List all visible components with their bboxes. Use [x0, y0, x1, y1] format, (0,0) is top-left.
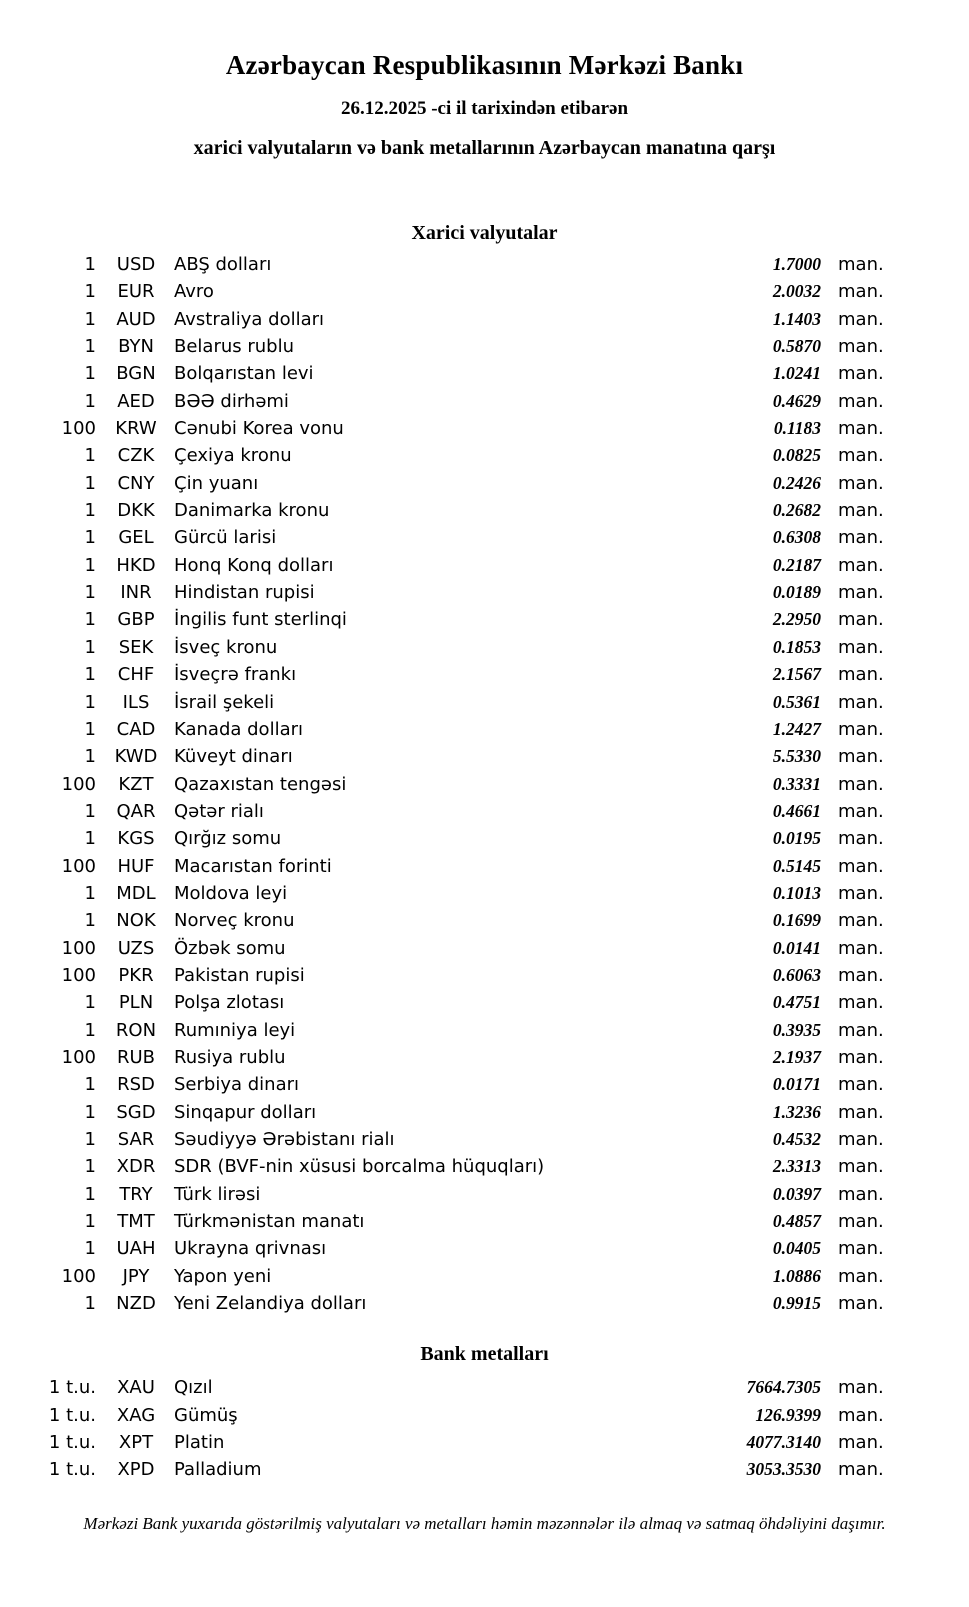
unit-label-cell: man. — [838, 281, 884, 303]
currency-name-cell: Pakistan rupisi — [174, 964, 305, 986]
rate-value-cell: 0.0405 — [772, 1238, 821, 1259]
unit-label-cell: man. — [838, 1156, 884, 1178]
unit-label-cell: man. — [838, 1019, 884, 1041]
currency-code-cell: RUB — [116, 1046, 156, 1068]
quantity-cell: 1 — [84, 882, 96, 904]
unit-label-cell: man. — [838, 472, 884, 494]
disclaimer-note: Mərkəzi Bank yuxarıda göstərilmiş valyutaları və metalları həmin məzənnələr ilə almaq və satmaq öhdəliyini daşımır. — [83, 1513, 886, 1533]
rate-value-cell: 1.0241 — [772, 363, 821, 384]
currency-name-cell: Gümüş — [174, 1404, 238, 1426]
rate-value-cell: 0.0397 — [772, 1183, 821, 1204]
currency-code-cell: TMT — [117, 1211, 155, 1233]
currency-rate-row — [0, 1235, 891, 1262]
rate-value-cell: 126.9399 — [755, 1404, 821, 1425]
effective-date-line: 26.12.2025 -ci il tarixindən etibarən — [340, 98, 629, 119]
rate-value-cell: 0.5145 — [772, 855, 821, 876]
quantity-cell: 100 — [61, 964, 96, 986]
currency-code-cell: CZK — [117, 445, 155, 467]
unit-label-cell: man. — [838, 773, 884, 795]
unit-label-cell: man. — [838, 1129, 884, 1150]
unit-label-cell: man. — [838, 718, 884, 740]
quantity-cell: 1 — [84, 992, 96, 1014]
quantity-cell: 1 — [84, 746, 96, 768]
currency-name-cell: İsveç kronu — [174, 636, 278, 658]
currency-code-cell: ILS — [122, 691, 150, 713]
currency-name-cell: Qazaxıstan tengəsi — [174, 773, 347, 795]
unit-label-cell: man. — [838, 664, 884, 686]
currency-rate-row — [0, 1181, 891, 1208]
currency-name-cell: İsrail şekeli — [174, 691, 275, 713]
rate-value-cell: 0.1853 — [772, 636, 821, 657]
rate-value-cell: 0.1013 — [772, 882, 821, 903]
currency-name-cell: Çin yuanı — [174, 472, 259, 494]
quantity-cell: 1 — [84, 828, 96, 850]
quantity-cell: 1 — [84, 609, 96, 631]
section-heading-currencies: Xarici valyutalar — [411, 222, 558, 244]
currency-name-cell: Rusiya rublu — [174, 1046, 286, 1068]
metal-rate-row — [0, 1374, 891, 1401]
currency-rate-row — [0, 606, 891, 633]
unit-label-cell: man. — [838, 1101, 884, 1123]
unit-label-cell: man. — [838, 527, 884, 549]
currency-code-cell: UZS — [117, 937, 155, 959]
quantity-cell: 1 — [84, 1293, 96, 1315]
unit-label-cell: man. — [838, 1046, 884, 1068]
quantity-cell: 1 — [84, 500, 96, 522]
quantity-cell: 1 — [84, 527, 96, 549]
currency-rate-table — [0, 251, 969, 1317]
currency-code-cell: SAR — [117, 1129, 155, 1150]
currency-rate-row — [0, 689, 891, 716]
currency-code-cell: GEL — [118, 527, 154, 549]
quantity-cell: 1 — [84, 636, 96, 658]
currency-name-cell: İsveçrə frankı — [174, 664, 297, 686]
quantity-cell: 1 — [84, 472, 96, 494]
rate-value-cell: 0.4532 — [772, 1129, 821, 1149]
rate-value-cell: 0.0171 — [772, 1074, 821, 1095]
quantity-cell: 1 — [84, 1156, 96, 1178]
unit-label-cell: man. — [838, 445, 884, 467]
quantity-cell: 1 — [84, 718, 96, 740]
currency-name-cell: İngilis funt sterlinqi — [174, 609, 347, 631]
currency-name-cell: ABŞ dolları — [174, 254, 272, 275]
quantity-cell: 1 — [84, 363, 96, 385]
currency-rate-row — [0, 415, 891, 442]
unit-label-cell: man. — [838, 418, 884, 440]
currency-name-cell: Hindistan rupisi — [174, 582, 315, 604]
currency-code-cell: HUF — [117, 855, 155, 877]
unit-label-cell: man. — [838, 691, 884, 713]
unit-label-cell: man. — [838, 390, 884, 412]
rate-value-cell: 0.0189 — [772, 582, 821, 603]
currency-code-cell: HKD — [116, 554, 156, 576]
currency-code-cell: BYN — [118, 336, 154, 358]
quantity-cell: 1 — [84, 390, 96, 412]
currency-name-cell: Avro — [174, 281, 214, 303]
currency-name-cell: Sinqapur dolları — [174, 1101, 317, 1123]
rate-value-cell: 0.4661 — [772, 800, 821, 821]
quantity-cell: 1 — [84, 582, 96, 604]
unit-label-cell: man. — [838, 937, 884, 959]
currency-name-cell: Polşa zlotası — [174, 992, 285, 1014]
currency-code-cell: XPT — [118, 1432, 154, 1454]
currency-code-cell: CNY — [117, 472, 155, 494]
metal-rate-row — [0, 1402, 891, 1429]
rate-value-cell: 0.4857 — [772, 1211, 821, 1232]
quantity-cell: 1 — [84, 910, 96, 932]
quantity-cell: 1 — [84, 1019, 96, 1041]
rate-value-cell: 0.1699 — [772, 910, 821, 931]
currency-code-cell: XDR — [116, 1156, 156, 1178]
quantity-cell: 100 — [61, 937, 96, 959]
currency-rate-row — [0, 716, 891, 743]
currency-rate-row — [0, 1290, 891, 1317]
rate-value-cell: 0.2682 — [772, 500, 821, 521]
metal-rate-table — [0, 1374, 969, 1483]
currency-code-cell: UAH — [116, 1238, 156, 1260]
unit-label-cell: man. — [838, 828, 884, 850]
unit-label-cell: man. — [838, 1238, 884, 1260]
currency-rate-row — [0, 962, 891, 989]
page-title: Azərbaycan Respublikasının Mərkəzi Bankı — [225, 50, 744, 80]
quantity-cell: 1 — [84, 1183, 96, 1205]
currency-rate-row — [0, 880, 891, 907]
currency-name-cell: Yapon yeni — [174, 1265, 272, 1287]
metal-rate-row — [0, 1456, 891, 1483]
quantity-cell: 1 — [84, 336, 96, 358]
rate-value-cell: 2.0032 — [772, 281, 821, 302]
quantity-cell: 100 — [61, 855, 96, 877]
currency-rate-row — [0, 825, 891, 852]
currency-name-cell: BƏƏ dirhəmi — [174, 390, 289, 412]
currency-name-cell: Kanada dolları — [174, 718, 304, 740]
metal-rate-row — [0, 1429, 891, 1456]
quantity-cell: 100 — [61, 418, 96, 440]
currency-rate-row — [0, 1208, 891, 1235]
currency-code-cell: KGS — [117, 828, 155, 850]
rate-value-cell: 0.2426 — [772, 472, 821, 493]
currency-rate-row — [0, 388, 891, 415]
currency-rate-row — [0, 743, 891, 770]
currency-code-cell: XPD — [117, 1459, 155, 1481]
currency-code-cell: NOK — [116, 910, 156, 932]
quantity-cell: 1 — [84, 281, 96, 303]
unit-label-cell: man. — [838, 500, 884, 522]
currency-code-cell: SGD — [116, 1101, 156, 1123]
unit-label-cell: man. — [838, 1074, 884, 1096]
currency-rate-row — [0, 333, 891, 360]
currency-rate-row — [0, 1099, 891, 1126]
unit-label-cell: man. — [838, 336, 884, 358]
currency-name-cell: Yeni Zelandiya dolları — [174, 1293, 367, 1315]
unit-label-cell: man. — [838, 636, 884, 658]
quantity-cell: 100 — [61, 1046, 96, 1068]
currency-name-cell: Cənubi Korea vonu — [174, 418, 344, 440]
rate-value-cell: 0.4629 — [772, 390, 821, 411]
currency-code-cell: DKK — [117, 500, 155, 522]
unit-label-cell: man. — [838, 1404, 884, 1426]
rate-value-cell: 0.2187 — [772, 554, 821, 575]
currency-rate-row — [0, 524, 891, 551]
currency-code-cell: MDL — [116, 882, 156, 904]
currency-name-cell: Türk lirəsi — [174, 1183, 261, 1205]
unit-label-cell: man. — [838, 582, 884, 604]
rate-value-cell: 1.2427 — [772, 718, 821, 739]
currency-code-cell: KRW — [115, 418, 157, 440]
quantity-cell: 1 — [84, 664, 96, 686]
currency-code-cell: EUR — [117, 281, 155, 303]
currency-rate-row — [0, 1017, 891, 1044]
currency-rate-row — [0, 470, 891, 497]
currency-rate-row — [0, 771, 891, 798]
currency-code-cell: KZT — [118, 773, 154, 795]
currency-code-cell: BGN — [116, 363, 156, 385]
currency-rate-row — [0, 634, 891, 661]
currency-rate-row — [0, 907, 891, 934]
currency-name-cell: Türkmənistan manatı — [174, 1211, 365, 1233]
currency-rate-row — [0, 306, 891, 333]
rate-value-cell: 2.2950 — [772, 609, 821, 630]
rate-value-cell: 0.6063 — [772, 964, 821, 985]
rate-value-cell: 4077.3140 — [746, 1432, 821, 1453]
unit-label-cell: man. — [838, 882, 884, 904]
currency-name-cell: Honq Konq dolları — [174, 554, 334, 576]
currency-code-cell: INR — [120, 582, 152, 604]
currency-rate-row — [0, 278, 891, 305]
rate-value-cell: 0.3331 — [772, 773, 821, 794]
currency-rate-row — [0, 442, 891, 469]
unit-label-cell: man. — [838, 363, 884, 385]
currency-name-cell: Moldova leyi — [174, 882, 288, 904]
unit-label-cell: man. — [838, 1265, 884, 1287]
currency-name-cell: Səudiyyə Ərəbistanı rialı — [174, 1129, 395, 1150]
unit-label-cell: man. — [838, 1211, 884, 1233]
currency-name-cell: Ukrayna qrivnası — [174, 1238, 327, 1260]
currency-code-cell: AED — [117, 390, 155, 412]
rate-value-cell: 0.4751 — [772, 992, 821, 1013]
unit-label-cell: man. — [838, 1377, 884, 1399]
currency-rate-row — [0, 798, 891, 825]
rate-value-cell: 0.0195 — [772, 828, 821, 849]
quantity-cell: 1 — [84, 1074, 96, 1096]
currency-rate-row — [0, 935, 891, 962]
rate-value-cell: 5.5330 — [772, 746, 821, 767]
currency-name-cell: Özbək somu — [174, 937, 286, 959]
currency-code-cell: XAU — [117, 1377, 155, 1399]
currency-name-cell: Qətər rialı — [174, 800, 264, 822]
rate-value-cell: 0.1183 — [773, 418, 821, 439]
currency-code-cell: GBP — [117, 609, 155, 631]
rate-value-cell: 0.5870 — [772, 336, 821, 357]
currency-name-cell: Platin — [174, 1432, 225, 1454]
quantity-cell: 1 — [84, 691, 96, 713]
rate-value-cell: 0.0825 — [772, 445, 821, 466]
unit-label-cell: man. — [838, 964, 884, 986]
currency-code-cell: XAG — [116, 1404, 156, 1426]
currency-name-cell: Macarıstan forinti — [174, 855, 332, 877]
currency-code-cell: JPY — [122, 1265, 150, 1287]
quantity-cell: 1 — [84, 1211, 96, 1233]
unit-label-cell: man. — [838, 609, 884, 631]
currency-rate-row — [0, 1044, 891, 1071]
currency-code-cell: PKR — [118, 964, 154, 986]
quantity-cell: 1 — [84, 554, 96, 576]
quantity-cell: 1 — [84, 445, 96, 467]
currency-code-cell: QAR — [116, 800, 156, 822]
unit-label-cell: man. — [838, 746, 884, 768]
currency-rate-row — [0, 1126, 891, 1153]
rate-value-cell: 2.3313 — [772, 1156, 821, 1177]
currency-code-cell: USD — [116, 254, 156, 275]
currency-code-cell: CHF — [117, 664, 155, 686]
rate-value-cell: 2.1937 — [772, 1046, 821, 1067]
quantity-cell: 1 — [84, 254, 96, 275]
unit-label-cell: man. — [838, 1432, 884, 1454]
currency-name-cell: Qızıl — [174, 1377, 213, 1399]
currency-code-cell: RON — [115, 1019, 157, 1041]
unit-label-cell: man. — [838, 308, 884, 330]
rate-value-cell: 1.1403 — [772, 308, 821, 329]
currency-name-cell: Gürcü larisi — [174, 527, 277, 549]
currency-code-cell: TRY — [119, 1183, 153, 1205]
currency-rate-row — [0, 661, 891, 688]
unit-label-cell: man. — [838, 992, 884, 1014]
currency-name-cell: Küveyt dinarı — [174, 746, 293, 768]
currency-name-cell: Bolqarıstan levi — [174, 363, 314, 385]
currency-name-cell: Çexiya kronu — [174, 445, 292, 467]
rate-value-cell: 0.5361 — [772, 691, 821, 712]
rate-value-cell: 0.0141 — [772, 937, 821, 958]
currency-name-cell: Qırğız somu — [174, 828, 282, 850]
currency-code-cell: PLN — [118, 992, 154, 1014]
page-subtitle: xarici valyutaların və bank metallarının Azərbaycan manatına qarşı — [193, 137, 776, 159]
quantity-cell: 100 — [61, 1265, 96, 1287]
unit-label-cell: man. — [838, 855, 884, 877]
quantity-cell: 1 t.u. — [48, 1404, 96, 1426]
rate-value-cell: 0.6308 — [772, 527, 821, 548]
rate-value-cell: 0.9915 — [772, 1293, 821, 1314]
quantity-cell: 100 — [61, 773, 96, 795]
quantity-cell: 1 — [84, 1101, 96, 1123]
currency-rate-row — [0, 579, 891, 606]
rate-value-cell: 7664.7305 — [746, 1377, 821, 1398]
unit-label-cell: man. — [838, 800, 884, 822]
currency-rate-row — [0, 360, 891, 387]
unit-label-cell: man. — [838, 910, 884, 932]
currency-name-cell: Danimarka kronu — [174, 500, 330, 522]
rate-value-cell: 3053.3530 — [746, 1459, 821, 1480]
currency-code-cell: KWD — [114, 746, 158, 768]
currency-name-cell: Belarus rublu — [174, 336, 295, 358]
quantity-cell: 1 t.u. — [48, 1459, 96, 1481]
rate-value-cell: 2.1567 — [772, 664, 821, 685]
currency-rate-row — [0, 853, 891, 880]
currency-name-cell: Palladium — [174, 1459, 262, 1481]
quantity-cell: 1 t.u. — [48, 1432, 96, 1454]
currency-code-cell: SEK — [118, 636, 154, 658]
currency-name-cell: SDR (BVF-nin xüsusi borcalma hüquqları) — [174, 1156, 545, 1178]
currency-rate-row — [0, 1153, 891, 1180]
currency-code-cell: RSD — [117, 1074, 155, 1096]
quantity-cell: 1 — [84, 800, 96, 822]
quantity-cell: 1 — [84, 308, 96, 330]
currency-rate-row — [0, 1071, 891, 1098]
quantity-cell: 1 t.u. — [48, 1377, 96, 1399]
currency-rate-row — [0, 552, 891, 579]
currency-code-cell: NZD — [116, 1293, 156, 1315]
currency-name-cell: Avstraliya dolları — [174, 308, 325, 330]
unit-label-cell: man. — [838, 554, 884, 576]
unit-label-cell: man. — [838, 1459, 884, 1481]
rate-value-cell: 1.0886 — [772, 1265, 821, 1286]
currency-name-cell: Serbiya dinarı — [174, 1074, 299, 1096]
currency-code-cell: CAD — [116, 718, 156, 740]
currency-rate-row — [0, 251, 891, 278]
quantity-cell: 1 — [84, 1129, 96, 1150]
section-heading-metals: Bank metalları — [420, 1343, 549, 1366]
rate-value-cell: 0.3935 — [772, 1019, 821, 1040]
currency-code-cell: AUD — [116, 308, 156, 330]
currency-rate-row — [0, 989, 891, 1016]
rate-value-cell: 1.3236 — [772, 1101, 821, 1122]
currency-rate-row — [0, 1263, 891, 1290]
unit-label-cell: man. — [838, 1293, 884, 1315]
currency-name-cell: Norveç kronu — [174, 910, 295, 932]
unit-label-cell: man. — [838, 254, 884, 275]
rate-value-cell: 1.7000 — [772, 254, 821, 274]
currency-name-cell: Rumıniya leyi — [174, 1019, 296, 1041]
currency-rate-row — [0, 497, 891, 524]
quantity-cell: 1 — [84, 1238, 96, 1260]
unit-label-cell: man. — [838, 1183, 884, 1205]
